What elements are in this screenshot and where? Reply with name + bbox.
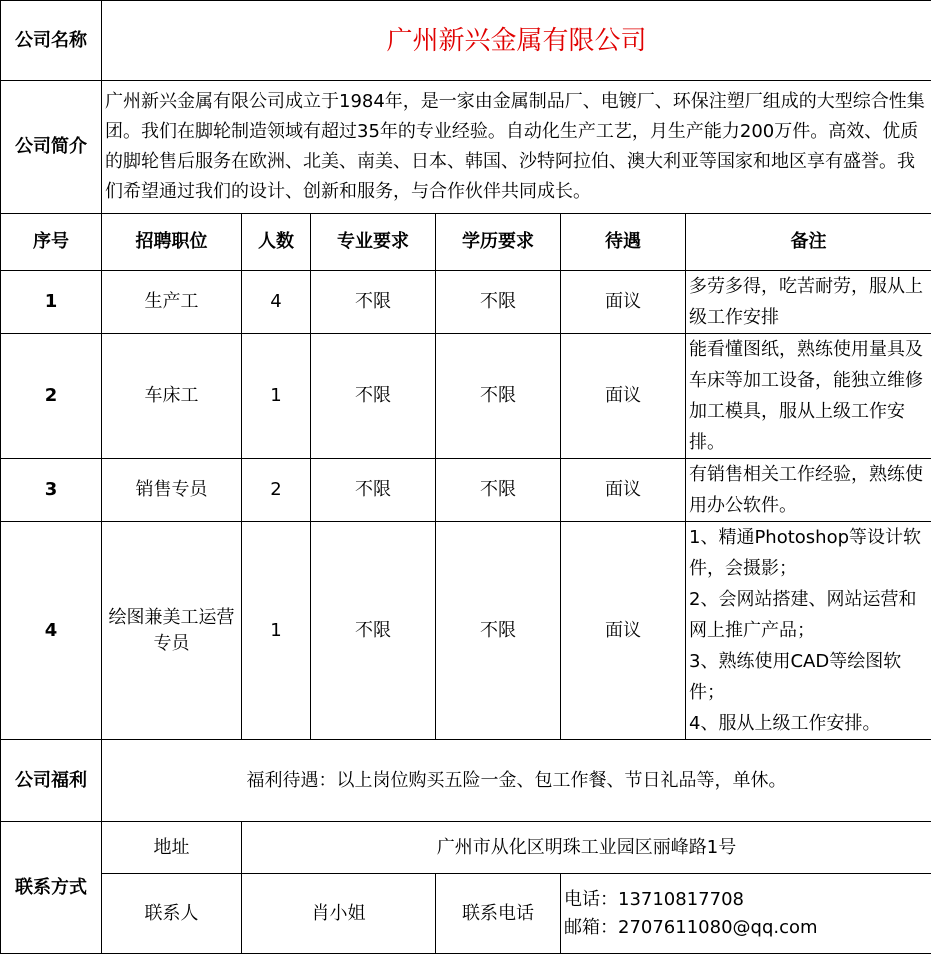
header-education: 学历要求: [436, 214, 561, 271]
address-label: 地址: [102, 822, 242, 874]
remark-line: 2、会网站搭建、网站运营和网上推广产品；: [689, 584, 929, 646]
job-education: 不限: [436, 459, 561, 522]
contact-label: 联系方式: [1, 822, 102, 954]
job-remark: [686, 522, 931, 740]
header-position: 招聘职位: [102, 214, 242, 271]
job-pay: 面议: [561, 459, 686, 522]
job-count: 2: [242, 459, 311, 522]
job-pay: 面议: [561, 334, 686, 459]
header-count: 人数: [242, 214, 311, 271]
job-position: 销售专员: [102, 459, 242, 522]
contact-person-label: 联系人: [102, 874, 242, 954]
company-intro-label: 公司简介: [1, 81, 102, 214]
job-remark: 有销售相关工作经验，熟练使用办公软件。: [686, 459, 931, 522]
job-no: 1: [1, 271, 102, 334]
job-count: 4: [242, 271, 311, 334]
table-row: [1, 271, 931, 334]
contact-email: 邮箱：2707611080@qq.com: [564, 914, 929, 942]
job-remark: 多劳多得，吃苦耐劳，服从上级工作安排: [686, 271, 931, 334]
header-no: 序号: [1, 214, 102, 271]
job-education: 不限: [436, 522, 561, 740]
company-name-label: 公司名称: [1, 1, 102, 81]
header-remark: 备注: [686, 214, 931, 271]
contact-phone-label: 联系电话: [436, 874, 561, 954]
contact-phone: 电话：13710817708: [564, 886, 929, 914]
company-intro: 广州新兴金属有限公司成立于1984年，是一家由金属制品厂、电镀厂、环保注塑厂组成的大型综合性集团。我们在脚轮制造领域有超过35年的专业经验。自动化生产工艺，月生产能力200万件。高效、优质的脚轮售后服务在欧洲、北美、南美、日本、韩国、沙特阿拉伯、澳大利亚等国家和地区享有盛誉。我们希望通过我们的设计、创新和服务，与合作伙伴共同成长。: [102, 81, 931, 214]
job-education: 不限: [436, 271, 561, 334]
welfare-text: 福利待遇：以上岗位购买五险一金、包工作餐、节日礼品等，单休。: [102, 740, 931, 822]
job-position: 绘图兼美工运营专员: [102, 522, 242, 740]
job-position: 车床工: [102, 334, 242, 459]
welfare-label: 公司福利: [1, 740, 102, 822]
job-major: 不限: [311, 522, 436, 740]
remark-line: 3、熟练使用CAD等绘图软件；: [689, 646, 929, 708]
job-count: 1: [242, 522, 311, 740]
job-education: 不限: [436, 334, 561, 459]
job-count: 1: [242, 334, 311, 459]
job-major: 不限: [311, 459, 436, 522]
job-pay: 面议: [561, 522, 686, 740]
job-major: 不限: [311, 271, 436, 334]
job-no: 2: [1, 334, 102, 459]
remark-line: 4、服从上级工作安排。: [689, 708, 929, 739]
job-major: 不限: [311, 334, 436, 459]
contact-details: [561, 874, 931, 954]
table-row: [1, 459, 931, 522]
header-major: 专业要求: [311, 214, 436, 271]
table-row: [1, 334, 931, 459]
address: 广州市从化区明珠工业园区丽峰路1号: [242, 822, 931, 874]
job-pay: 面议: [561, 271, 686, 334]
remark-line: 1、精通Photoshop等设计软件，会摄影；: [689, 522, 929, 584]
header-pay: 待遇: [561, 214, 686, 271]
contact-person: 肖小姐: [242, 874, 436, 954]
job-no: 3: [1, 459, 102, 522]
job-position: 生产工: [102, 271, 242, 334]
job-no: 4: [1, 522, 102, 740]
table-row: [1, 522, 931, 740]
job-remark: 能看懂图纸，熟练使用量具及车床等加工设备，能独立维修加工模具，服从上级工作安排。: [686, 334, 931, 459]
company-name: 广州新兴金属有限公司: [102, 1, 931, 81]
